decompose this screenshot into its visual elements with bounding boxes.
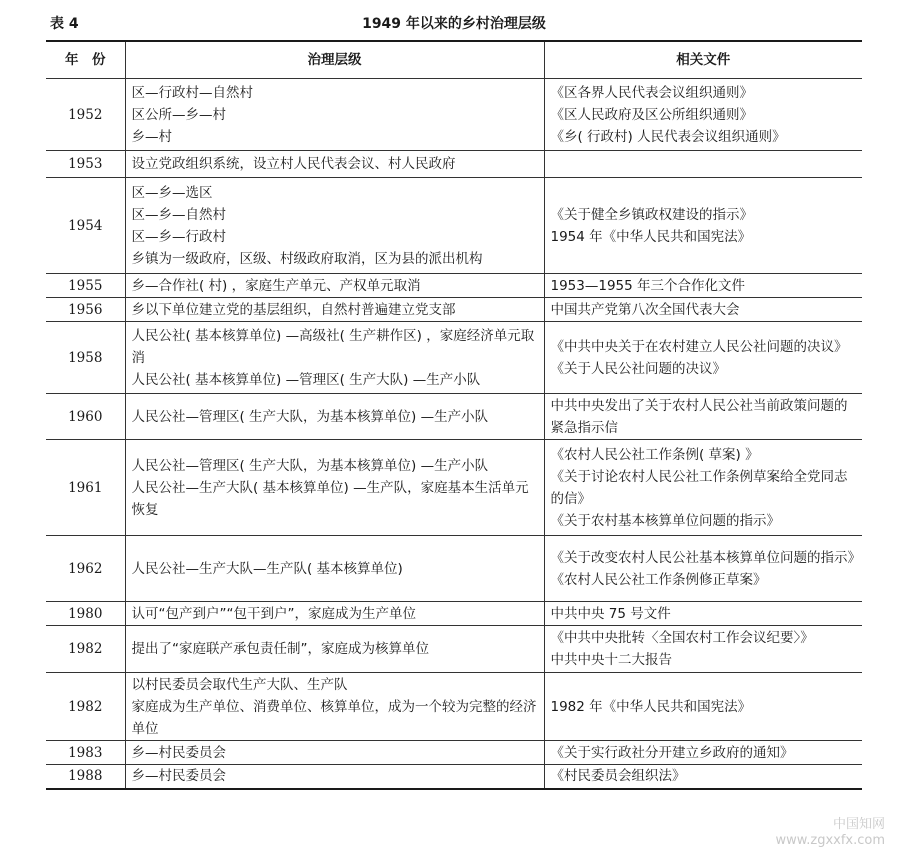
docs-cell	[544, 741, 862, 765]
doc-line: 《乡( 行政村) 人民代表会议组织通则》	[550, 128, 786, 145]
doc-line: 《关于农村基本核算单位问题的指示》	[550, 512, 780, 529]
level-cell	[125, 440, 544, 536]
level-line: 乡—合作社( 村) ，家庭生产单元、产权单元取消	[131, 277, 421, 294]
docs-cell	[544, 673, 862, 741]
year-cell: 1982	[46, 626, 125, 673]
header-row	[46, 41, 862, 79]
level-line: 以村民委员会取代生产大队、生产队	[131, 676, 348, 693]
docs-cell	[544, 151, 862, 178]
table-row	[46, 274, 862, 298]
table-body	[46, 79, 862, 789]
table-number: 表 4	[50, 16, 79, 32]
year-cell: 1982	[46, 673, 125, 741]
level-line: 设立党政组织系统，设立村人民代表会议、村人民政府	[131, 156, 456, 172]
level-line: 区—乡—选区	[131, 184, 213, 201]
level-cell	[125, 394, 544, 440]
table-row	[46, 602, 862, 626]
docs-cell	[544, 298, 862, 322]
level-line: 提出了“家庭联产承包责任制”，家庭成为核算单位	[131, 641, 429, 657]
doc-line: 《关于人民公社问题的决议》	[550, 360, 726, 377]
docs-cell	[544, 274, 862, 298]
doc-line: 中共中央 75 号文件	[550, 605, 671, 622]
level-cell	[125, 741, 544, 765]
level-cell	[125, 274, 544, 298]
doc-line: 中共中央十二大报告	[550, 652, 672, 668]
doc-line: 《区人民政府及区公所组织通则》	[550, 106, 753, 123]
doc-line: 《关于健全乡镇政权建设的指示》	[550, 206, 753, 223]
year-cell: 1962	[46, 536, 125, 602]
level-cell	[125, 765, 544, 789]
doc-line: 《村民委员会组织法》	[550, 768, 686, 785]
level-cell	[125, 178, 544, 274]
level-line: 区公所—乡—村	[131, 106, 226, 123]
table-row	[46, 394, 862, 440]
table-row	[46, 298, 862, 322]
level-line: 区—乡—行政村	[131, 228, 226, 245]
level-line: 乡—村民委员会	[131, 744, 226, 761]
doc-line: 中共中央发出了关于农村人民公社当前政策问题的紧急指示信	[550, 397, 848, 436]
level-line: 乡—村	[131, 128, 172, 145]
header-docs: 相关文件	[544, 41, 862, 79]
level-line: 人民公社—管理区( 生产大队，为基本核算单位) —生产小队	[131, 408, 489, 425]
table-row	[46, 536, 862, 602]
doc-line: 1954 年《中华人民共和国宪法》	[550, 228, 752, 245]
level-line: 人民公社( 基本核算单位) —管理区( 生产大队) —生产小队	[131, 371, 481, 388]
year-cell: 1958	[46, 322, 125, 394]
table-row	[46, 79, 862, 151]
year-cell: 1983	[46, 741, 125, 765]
doc-line: 中国共产党第八次全国代表大会	[550, 301, 740, 318]
table-row	[46, 322, 862, 394]
level-cell	[125, 536, 544, 602]
table-row	[46, 151, 862, 178]
level-line: 认可“包产到户”“包干到户”，家庭成为生产单位	[131, 605, 416, 622]
doc-line: 《农村人民公社工作条例修正草案》	[550, 571, 767, 588]
header-year: 年 份	[46, 41, 125, 79]
doc-line: 《中共中央关于在农村建立人民公社问题的决议》	[550, 338, 848, 355]
year-cell: 1956	[46, 298, 125, 322]
docs-cell	[544, 79, 862, 151]
docs-cell	[544, 536, 862, 602]
table-row	[46, 765, 862, 789]
doc-line: 《关于讨论农村人民公社工作条例草案给全党同志的信》	[550, 468, 848, 507]
level-cell	[125, 626, 544, 673]
governance-table	[46, 40, 862, 790]
table-row	[46, 673, 862, 741]
docs-cell	[544, 765, 862, 789]
doc-line: 《关于实行政社分开建立乡政府的通知》	[550, 744, 794, 761]
level-line: 区—行政村—自然村	[131, 84, 253, 101]
level-line: 乡以下单位建立党的基层组织，自然村普遍建立党支部	[131, 301, 456, 318]
watermark-line-1: 中国知网	[832, 817, 885, 832]
doc-line: 《关于改变农村人民公社基本核算单位问题的指示》	[550, 549, 861, 566]
level-line: 乡—村民委员会	[131, 768, 226, 785]
level-line: 人民公社—生产大队—生产队( 基本核算单位)	[131, 560, 403, 577]
docs-cell	[544, 394, 862, 440]
table-row	[46, 626, 862, 673]
table-caption	[46, 0, 862, 40]
docs-cell	[544, 626, 862, 673]
year-cell: 1953	[46, 151, 125, 178]
level-line: 家庭成为生产单位、消费单位、核算单位，成为一个较为完整的经济单位	[131, 698, 537, 737]
level-cell	[125, 79, 544, 151]
table-row	[46, 440, 862, 536]
level-cell	[125, 151, 544, 178]
docs-cell	[544, 322, 862, 394]
level-line: 人民公社—生产大队( 基本核算单位) —生产队，家庭基本生活单元恢复	[131, 479, 529, 518]
level-line: 乡镇为一级政府，区级、村级政府取消，区为县的派出机构	[131, 250, 483, 267]
year-cell: 1960	[46, 394, 125, 440]
year-cell: 1954	[46, 178, 125, 274]
docs-cell	[544, 178, 862, 274]
level-line: 人民公社( 基本核算单位) —高级社( 生产耕作区) ，家庭经济单元取消	[131, 327, 535, 366]
level-cell	[125, 322, 544, 394]
doc-line: 1953—1955 年三个合作化文件	[550, 277, 746, 294]
docs-cell	[544, 440, 862, 536]
year-cell: 1955	[46, 274, 125, 298]
table-title: 1949 年以来的乡村治理层级	[362, 16, 546, 32]
level-line: 区—乡—自然村	[131, 206, 226, 223]
level-cell	[125, 673, 544, 741]
table-row	[46, 741, 862, 765]
level-cell	[125, 602, 544, 626]
year-cell: 1961	[46, 440, 125, 536]
doc-line: 《中共中央批转〈全国农村工作会议纪要〉》	[550, 630, 814, 646]
table-row	[46, 178, 862, 274]
year-cell: 1952	[46, 79, 125, 151]
doc-line: 《区各界人民代表会议组织通则》	[550, 84, 753, 101]
watermark-line-2: www.zgxxfx.com	[775, 833, 885, 848]
header-level: 治理层级	[125, 41, 544, 79]
docs-cell	[544, 602, 862, 626]
level-cell	[125, 298, 544, 322]
doc-line: 1982 年《中华人民共和国宪法》	[550, 698, 752, 715]
year-cell: 1988	[46, 765, 125, 789]
year-cell: 1980	[46, 602, 125, 626]
watermark	[776, 817, 885, 849]
doc-line: 《农村人民公社工作条例( 草案) 》	[550, 446, 759, 463]
level-line: 人民公社—管理区( 生产大队，为基本核算单位) —生产小队	[131, 457, 489, 474]
